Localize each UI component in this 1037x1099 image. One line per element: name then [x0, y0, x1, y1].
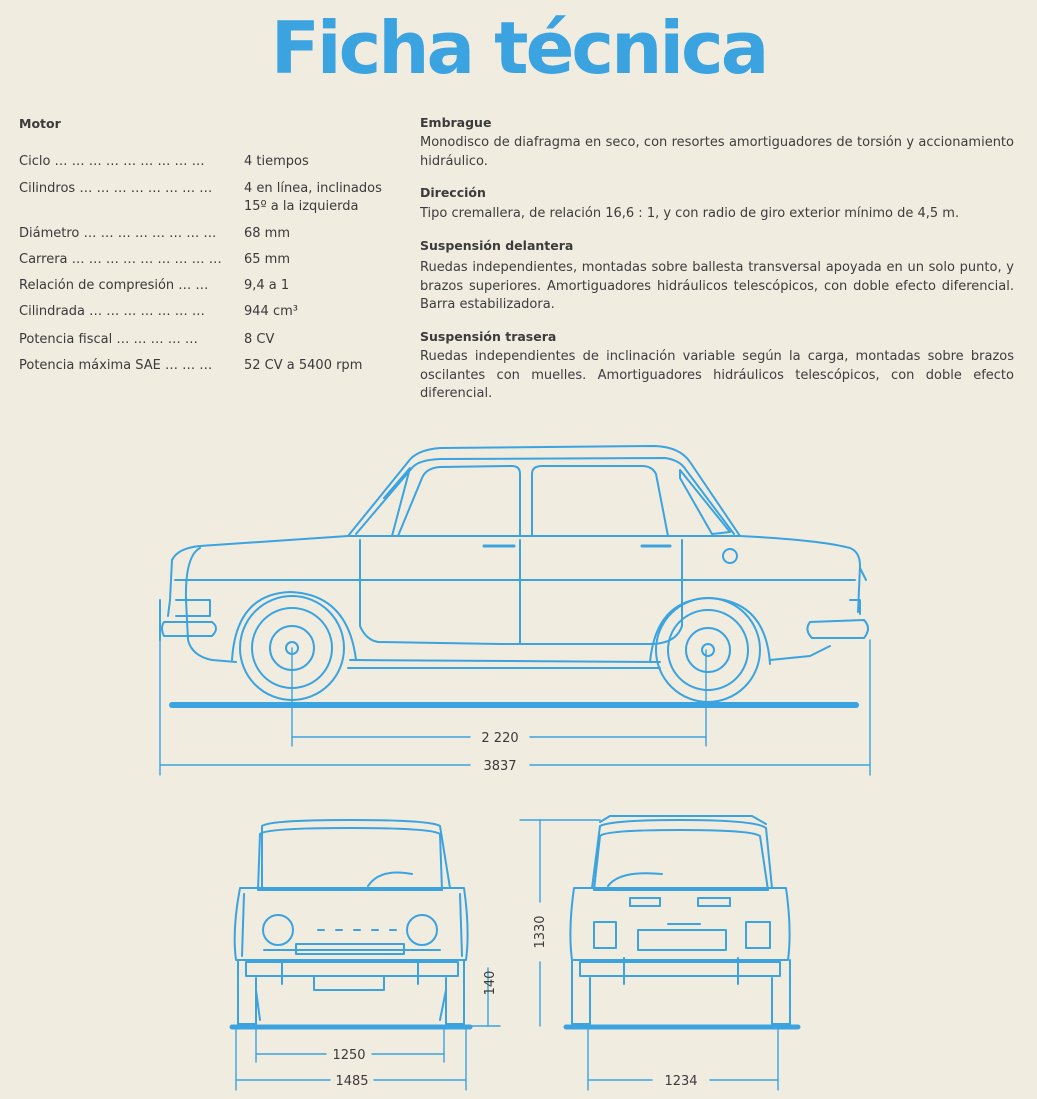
length-label: 3837: [483, 759, 517, 774]
width-label: 1485: [335, 1074, 369, 1089]
spec-label: Potencia máxima SAE … … …: [19, 358, 213, 373]
wheelbase-label: 2 220: [481, 731, 519, 746]
spec-value: 8 CV: [244, 332, 275, 347]
spec-value: 9,4 a 1: [244, 278, 290, 293]
spec-label: Potencia fiscal … … … … …: [19, 332, 198, 347]
suspension-trasera-text: Ruedas independientes de inclinación variable según la carga, montadas sobre brazos oscilantes con muelles. Amortiguadores hidráulicos telescópicos, con doble efecto diferencial.: [420, 349, 1014, 401]
suspension-delantera-text: Ruedas independientes, montadas sobre ballesta transversal apoyada en un solo punto, y brazos superiores. Amortiguadores hidráulicos telescópicos, con doble efecto diferencial. Barra estabilizadora.: [420, 260, 1014, 312]
spec-label: Cilindrada … … … … … … …: [19, 304, 205, 319]
motor-heading: Motor: [19, 116, 61, 131]
suspension-delantera-heading: Suspensión delantera: [420, 238, 574, 253]
embrague-text: Monodisco de diafragma en seco, con resortes amortiguadores de torsión y accionamiento hidráulico.: [420, 135, 1014, 169]
spec-value: 68 mm: [244, 226, 291, 241]
car-front-view: [232, 820, 470, 1027]
rear-dimension-lines: [520, 820, 778, 1090]
spec-label: Ciclo … … … … … … … … …: [19, 154, 205, 169]
spec-value: 52 CV a 5400 rpm: [244, 358, 363, 373]
spec-label: Carrera … … … … … … … … …: [19, 252, 222, 267]
spec-value-line2: 15º a la izquierda: [244, 199, 359, 214]
page-title: Ficha técnica: [270, 6, 767, 90]
spec-label: Cilindros … … … … … … … …: [19, 181, 213, 196]
direccion-text: Tipo cremallera, de relación 16,6 : 1, y con radio de giro exterior mínimo de 4,5 m.: [420, 206, 960, 221]
spec-label: Relación de compresión … …: [19, 278, 209, 293]
direccion-heading: Dirección: [420, 185, 486, 200]
height-label: 1330: [533, 915, 548, 949]
spec-value: 4 en línea, inclinados: [244, 181, 382, 196]
front-track-label: 1250: [332, 1048, 366, 1063]
car-side-view: [160, 446, 868, 705]
spec-value: 944 cm³: [244, 304, 298, 319]
ground-clearance-label: 140: [483, 970, 498, 996]
rear-track-label: 1234: [664, 1074, 698, 1089]
spec-label: Diámetro … … … … … … … …: [19, 226, 217, 241]
spec-value: 4 tiempos: [244, 154, 309, 169]
car-rear-view: [566, 816, 798, 1027]
suspension-trasera-heading: Suspensión trasera: [420, 329, 557, 344]
embrague-heading: Embrague: [420, 115, 492, 130]
spec-value: 65 mm: [244, 252, 291, 267]
